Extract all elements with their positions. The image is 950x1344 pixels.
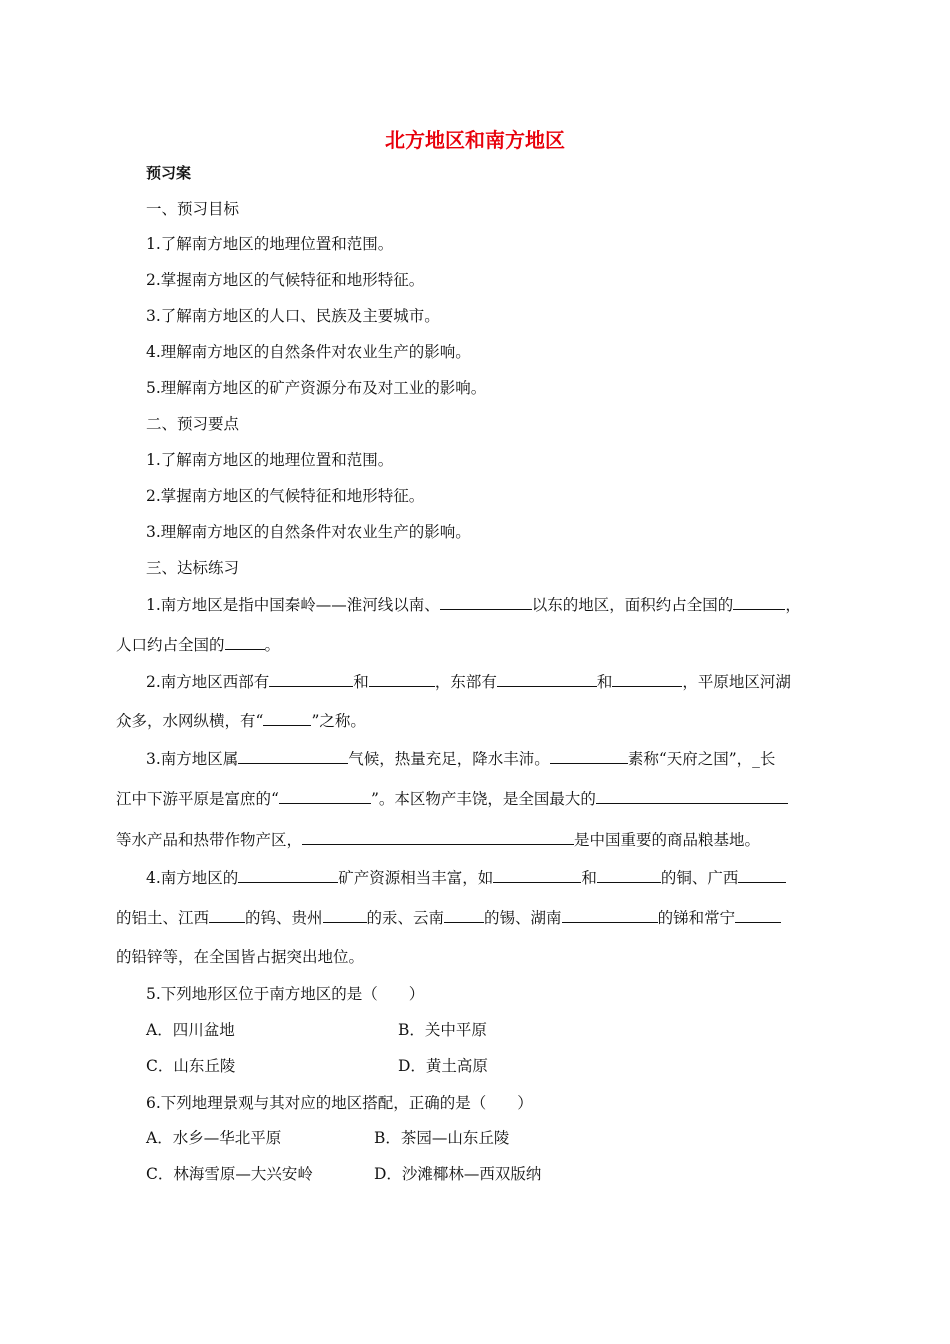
q2-text: ，平原地区河湖 <box>682 673 791 691</box>
q6-option-c[interactable]: C．林海雪原—大兴安岭 <box>146 1165 313 1183</box>
part2-item: 2.掌握南方地区的气候特征和地形特征。 <box>146 487 425 505</box>
q2-text: 2.南方地区西部有 <box>146 673 270 691</box>
q3-text: 气候，热量充足，降水丰沛。 <box>348 750 550 768</box>
q6-option-a[interactable]: A．水乡—华北平原 <box>146 1129 282 1147</box>
part2-heading: 二、预习要点 <box>146 415 240 433</box>
answer-blank[interactable] <box>440 593 532 610</box>
q3-text: ”。本区物产丰饶，是全国最大的 <box>370 790 596 808</box>
answer-blank[interactable] <box>493 866 581 883</box>
answer-blank[interactable] <box>279 787 371 804</box>
question-1-line-1 <box>146 593 801 616</box>
q1-text: 人口约占全国的 <box>116 636 225 654</box>
q3-text: 是中国重要的商品粮基地。 <box>574 831 761 849</box>
answer-blank[interactable] <box>738 866 786 883</box>
question-4-line-3: 的铅锌等，在全国皆占据突出地位。 <box>116 948 365 966</box>
answer-blank[interactable] <box>612 670 682 687</box>
part1-item: 2.掌握南方地区的气候特征和地形特征。 <box>146 271 425 289</box>
q2-text: 和 <box>596 673 613 691</box>
q4-text: 的钨、贵州 <box>245 909 323 927</box>
question-4-line-2 <box>116 906 781 929</box>
part1-item: 5.理解南方地区的矿产资源分布及对工业的影响。 <box>146 379 487 397</box>
answer-blank[interactable] <box>269 670 353 687</box>
answer-blank[interactable] <box>497 670 597 687</box>
question-2-line-2 <box>116 709 366 732</box>
question-1-line-2 <box>116 633 280 656</box>
q2-text: ，东部有 <box>434 673 497 691</box>
answer-blank[interactable] <box>238 747 348 764</box>
q4-text: 的锑和常宁 <box>657 909 736 927</box>
question-2-line-1 <box>146 670 791 693</box>
part2-item: 1.了解南方地区的地理位置和范围。 <box>146 451 394 469</box>
q3-text: 等水产品和热带作物产区， <box>116 831 303 849</box>
answer-blank[interactable] <box>733 593 785 610</box>
q5-option-b[interactable]: B．关中平原 <box>398 1021 487 1039</box>
q2-text: ”之称。 <box>311 712 366 730</box>
part1-item: 3.了解南方地区的人口、民族及主要城市。 <box>146 307 440 325</box>
answer-blank[interactable] <box>596 787 788 804</box>
answer-blank[interactable] <box>238 866 338 883</box>
question-5-stem: 5.下列地形区位于南方地区的是（ ） <box>146 985 425 1003</box>
answer-blank[interactable] <box>550 747 628 764</box>
q4-text: 的铜、广西 <box>660 869 739 887</box>
q1-text: 以东的地区，面积约占全国的 <box>531 596 734 614</box>
q3-text: 素称“天府之国”，_长 <box>627 750 776 768</box>
answer-blank[interactable] <box>444 906 484 923</box>
q2-text: 和 <box>353 673 369 691</box>
question-6-stem: 6.下列地理景观与其对应的地区搭配，正确的是（ ） <box>146 1094 533 1112</box>
q4-text: 的汞、云南 <box>366 909 445 927</box>
question-4-line-1 <box>146 866 786 889</box>
q3-text: 3.南方地区属 <box>146 750 239 768</box>
q6-option-b[interactable]: B．茶园—山东丘陵 <box>374 1129 510 1147</box>
q4-text: 的锡、湖南 <box>484 909 562 927</box>
q4-text: 和 <box>581 869 597 887</box>
answer-blank[interactable] <box>735 906 781 923</box>
part1-item: 4.理解南方地区的自然条件对农业生产的影响。 <box>146 343 471 361</box>
answer-blank[interactable] <box>263 709 311 726</box>
answer-blank[interactable] <box>323 906 367 923</box>
q4-text: 的铝土、江西 <box>116 909 210 927</box>
answer-blank[interactable] <box>369 670 435 687</box>
page-title: 北方地区和南方地区 <box>385 128 565 152</box>
q1-text: 。 <box>264 636 281 654</box>
section-heading: 预习案 <box>146 164 192 182</box>
answer-blank[interactable] <box>562 906 658 923</box>
answer-blank[interactable] <box>225 633 265 650</box>
answer-blank[interactable] <box>597 866 661 883</box>
q4-text: 矿产资源相当丰富，如 <box>338 869 494 887</box>
question-3-line-3 <box>116 828 760 851</box>
answer-blank[interactable] <box>302 828 574 845</box>
q5-option-c[interactable]: C．山东丘陵 <box>146 1057 236 1075</box>
question-3-line-2 <box>116 787 788 810</box>
part1-item: 1.了解南方地区的地理位置和范围。 <box>146 235 394 253</box>
q1-text: 1.南方地区是指中国秦岭——淮河线以南、 <box>146 596 440 614</box>
q6-option-d[interactable]: D．沙滩椰林—西双版纳 <box>374 1165 542 1183</box>
part1-heading: 一、预习目标 <box>146 200 240 218</box>
question-3-line-1 <box>146 747 775 770</box>
q1-text: ， <box>785 596 801 614</box>
q2-text: 众多，水网纵横，有“ <box>116 712 264 730</box>
q5-option-d[interactable]: D．黄土高原 <box>398 1057 488 1075</box>
part2-item: 3.理解南方地区的自然条件对农业生产的影响。 <box>146 523 471 541</box>
q3-text: 江中下游平原是富庶的“ <box>116 790 279 808</box>
q5-option-a[interactable]: A．四川盆地 <box>146 1021 235 1039</box>
part3-heading: 三、达标练习 <box>146 559 240 577</box>
q4-text: 4.南方地区的 <box>146 869 239 887</box>
answer-blank[interactable] <box>209 906 245 923</box>
